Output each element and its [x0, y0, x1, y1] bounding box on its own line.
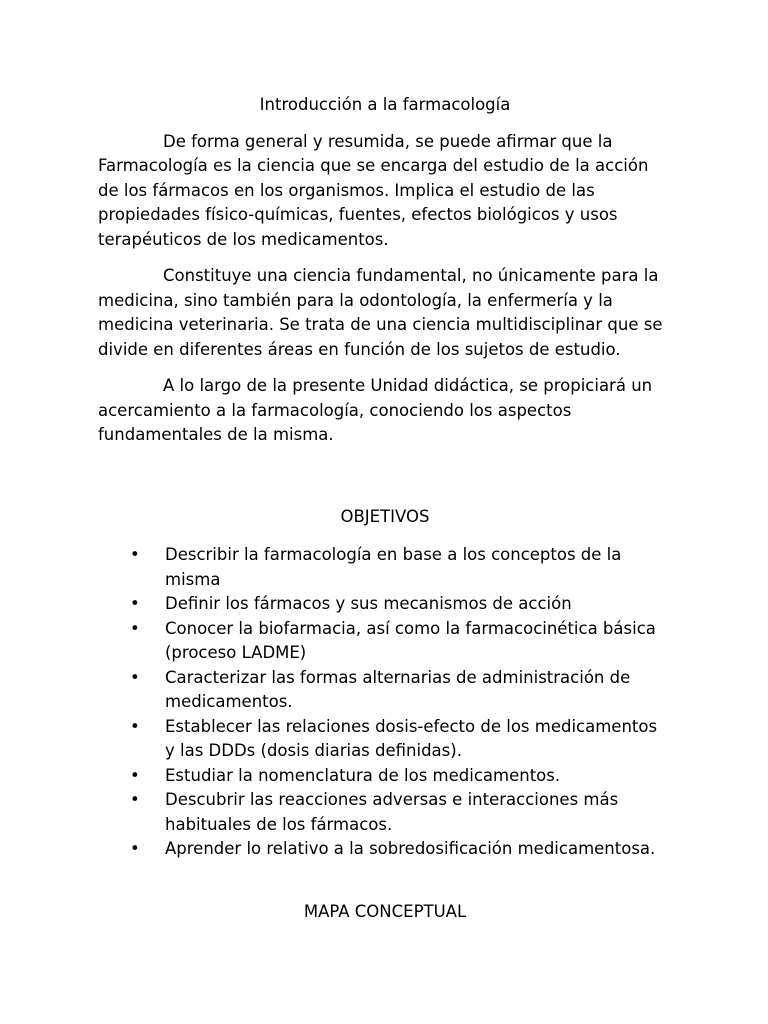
- section-spacer: [98, 862, 672, 900]
- bullet-icon: •: [130, 545, 140, 564]
- bullet-icon: •: [130, 594, 140, 613]
- bullet-icon: •: [130, 667, 140, 687]
- bullet-icon: •: [130, 765, 140, 785]
- objective-text: Establecer las relaciones dosis-efecto de los medicamentos y las DDDs (dosis diarias definidas).: [165, 716, 658, 760]
- intro-paragraph-2: Constituye una ciencia fundamental, no únicamente para la medicina, sino también para la odontología, la enfermería y la medicina veterinaria. Se trata de una ciencia multidisciplinar que se divide en diferentes áreas en función de los sujetos de estudio.: [98, 266, 663, 359]
- bullet-icon: •: [130, 618, 140, 638]
- bullet-icon: •: [130, 790, 140, 809]
- objective-text: Estudiar la nomenclatura de los medicamentos.: [165, 765, 561, 785]
- objective-text: Descubrir las reacciones adversas e interacciones más habituales de los fármacos.: [165, 790, 619, 834]
- objectives-heading: OBJETIVOS: [340, 506, 430, 526]
- objective-item: [98, 543, 672, 592]
- intro-paragraph-1: De forma general y resumida, se puede afirmar que la Farmacología es la ciencia que se encarga del estudio de la acción de los fármacos en los organismos. Implica el estudio de las propiedades físico-químicas, fuentes, efectos biológicos y usos terapéuticos de los medicamentos.: [98, 131, 649, 249]
- bullet-icon: •: [130, 716, 140, 736]
- section-spacer: [98, 460, 672, 505]
- concept-map-heading: MAPA CONCEPTUAL: [303, 901, 467, 921]
- document-body: [98, 93, 672, 938]
- objective-item: [98, 715, 672, 764]
- objective-item: [98, 788, 672, 837]
- objective-item: [98, 764, 672, 789]
- document-title: Introducción a la farmacología: [259, 95, 511, 114]
- objective-item: [98, 837, 672, 862]
- objective-item: [98, 666, 672, 715]
- objective-text: Definir los fármacos y sus mecanismos de acción: [165, 594, 572, 613]
- objective-item: [98, 592, 672, 617]
- objective-text: Aprender lo relativo a la sobredosificación medicamentosa.: [165, 839, 656, 858]
- intro-paragraph-3: A lo largo de la presente Unidad didáctica, se propiciará un acercamiento a la farmacología, conociendo los aspectos fundamentales de la misma.: [98, 376, 653, 444]
- objective-text: Describir la farmacología en base a los conceptos de la misma: [165, 545, 622, 589]
- objective-text: Caracterizar las formas alternarias de administración de medicamentos.: [165, 667, 631, 711]
- bullet-icon: •: [130, 839, 140, 858]
- objective-text: Conocer la biofarmacia, así como la farmacocinética básica (proceso LADME): [165, 618, 656, 662]
- objective-item: [98, 617, 672, 666]
- objectives-list: [98, 543, 672, 862]
